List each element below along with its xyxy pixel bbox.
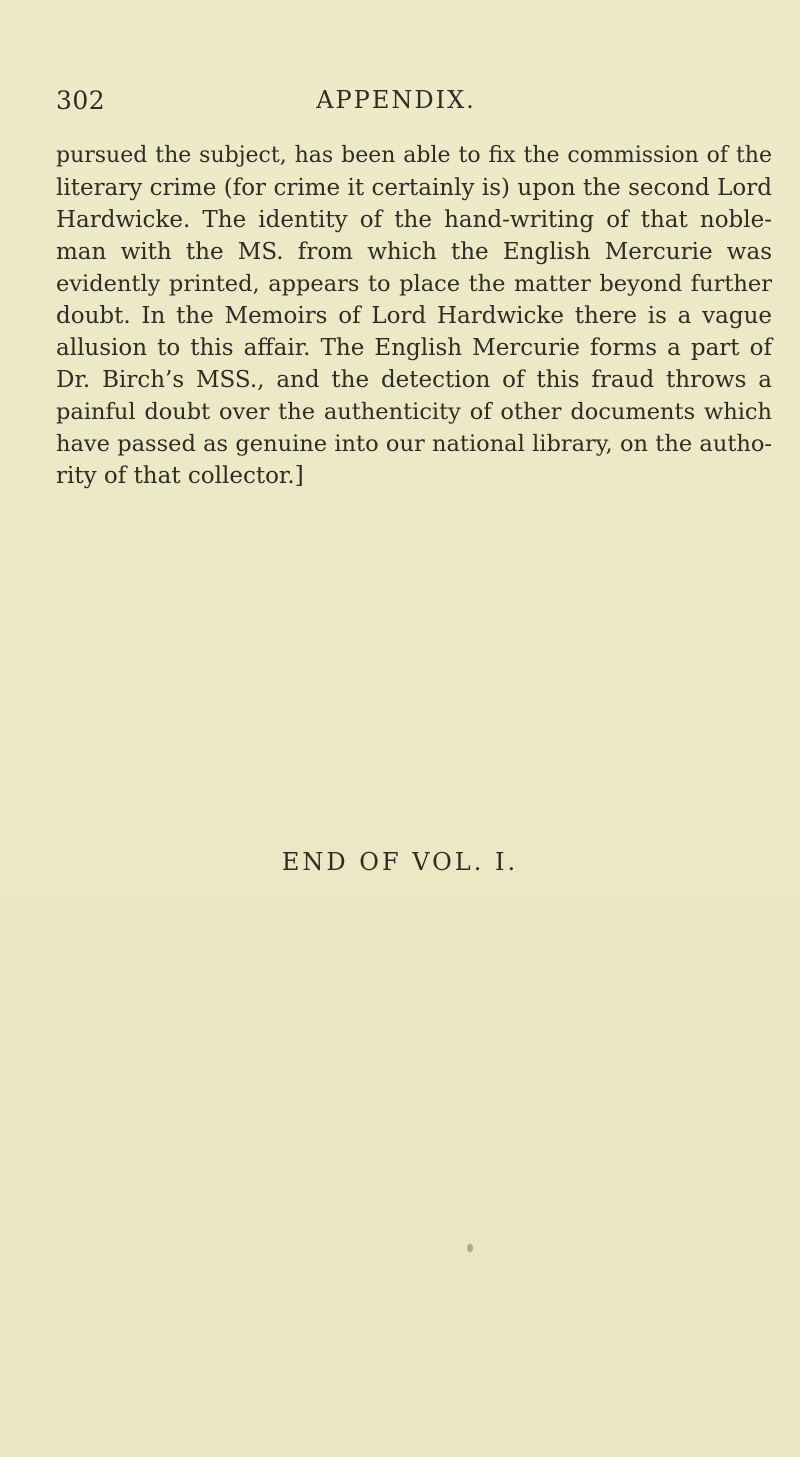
text-line: man with the MS. from which the English Mercurie was bbox=[56, 239, 772, 265]
end-of-volume-mark: END OF VOL. I. bbox=[281, 848, 519, 876]
text-line: have passed as genuine into our national library, on the autho- bbox=[56, 431, 772, 457]
body-paragraph bbox=[56, 140, 772, 492]
text-line: painful doubt over the authenticity of other documents which bbox=[56, 399, 772, 425]
text-line: pursued the subject, has been able to fix the commission of the bbox=[56, 143, 772, 168]
text-line: doubt. In the Memoirs of Lord Hardwicke there is a vague bbox=[56, 303, 772, 329]
text-line: literary crime (for crime it certainly is) upon the second Lord bbox=[56, 175, 772, 201]
text-line: evidently printed, appears to place the matter beyond further bbox=[56, 271, 772, 297]
running-title: APPENDIX. bbox=[316, 86, 476, 114]
running-head bbox=[56, 86, 766, 126]
text-line: Dr. Birch’s MSS., and the detection of this fraud throws a bbox=[56, 367, 772, 393]
text-line: allusion to this affair. The English Mercurie forms a part of bbox=[56, 335, 772, 361]
text-line: Hardwicke. The identity of the hand-writing of that noble- bbox=[56, 207, 772, 233]
paper-speck bbox=[467, 1244, 473, 1252]
text-line: rity of that collector.] bbox=[56, 463, 304, 489]
page-number: 302 bbox=[56, 86, 106, 115]
